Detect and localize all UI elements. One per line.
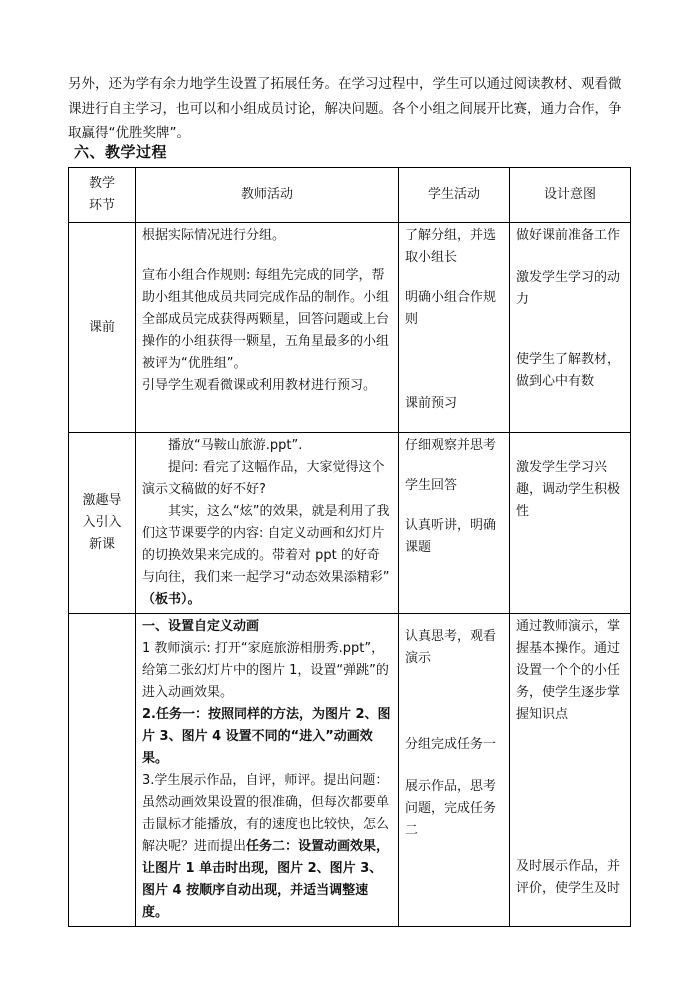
- phase-cell: 激趣导入引入新课: [69, 433, 136, 614]
- teacher-line: 根据实际情况进行分组。: [142, 228, 286, 243]
- header-design: 设计意图: [510, 168, 631, 223]
- design-line: 激发学生学习兴趣，调动学生积极性: [516, 460, 621, 519]
- teacher-task: 任务二：设置动画效果，让图片 1 单击时出现，图片 2、图片 3、图片 4 按顺序自动出现，并适当调整速度。: [142, 839, 390, 920]
- student-cell: [399, 223, 510, 433]
- teacher-line: [142, 770, 392, 924]
- header-student: 学生活动: [399, 168, 510, 223]
- section-heading: 六、教学过程: [74, 143, 168, 161]
- table-row: [69, 614, 631, 927]
- teacher-line: 1 教师演示: 打开“家庭旅游相册秀.ppt”，给第二张幻灯片中的图片 1，设置“弹跳”的进入动画效果。: [142, 641, 389, 700]
- design-cell: [510, 614, 631, 927]
- teacher-line: （板书）。: [142, 592, 201, 607]
- phase-cell: 课前: [69, 223, 136, 433]
- student-cell: [399, 433, 510, 614]
- table-row: [69, 223, 631, 433]
- teacher-line: 宣布小组合作规则: 每组先完成的同学，帮助小组其他成员共同完成作品的制作。小组全部成员完成获得两颗星，回答问题或上台操作的小组获得一颗星，五角星最多的小组被评为“优胜组”。: [142, 268, 390, 371]
- design-line: 通过教师演示，掌握基本操作。通过设置一个个的小任务，使学生逐步掌握知识点: [516, 619, 621, 722]
- design-cell: [510, 433, 631, 614]
- teacher-cell: [136, 614, 399, 927]
- phase-cell: [69, 614, 136, 927]
- student-line: 课前预习: [405, 396, 458, 411]
- design-line: 使学生了解教材，做到心中有数: [516, 352, 621, 389]
- teacher-text: 3.学生展示作品，自评，师评。提出问题：虽然动画效果设置的很准确，但每次都要单击鼠标才能播放，有的速度也比较快，怎么解决呢？进而提出: [142, 773, 390, 854]
- table-header-row: [69, 168, 631, 223]
- teacher-line: 引导学生观看微课或利用教材进行预习。: [142, 378, 377, 393]
- design-line: 激发学生学习的动力: [516, 270, 621, 307]
- student-line: 了解分组，并选取小组长: [405, 228, 497, 265]
- design-cell: [510, 223, 631, 433]
- design-line: 做好课前准备工作: [516, 228, 621, 243]
- intro-paragraph: 另外，还为学有余力地学生设置了拓展任务。在学习过程中，学生可以通过阅读教材、观看微课进行自主学习，也可以和小组成员讨论，解决问题。各个小组之间展开比赛，通力合作，争取赢得“优胜奖牌”。: [68, 76, 622, 141]
- teacher-line: 提问: 看完了这幅作品，大家觉得这个演示文稿做的好不好?: [142, 460, 385, 497]
- teacher-cell: [136, 433, 399, 614]
- teacher-line: 2.任务一：按照同样的方法，为图片 2、图片 3、图片 4 设置不同的“进入”动画效果。: [142, 707, 391, 766]
- student-line: 认真听讲，明确课题: [405, 518, 497, 555]
- student-line: 认真思考，观看演示: [405, 629, 497, 666]
- lesson-process-table: [68, 167, 631, 927]
- student-line: 学生回答: [405, 478, 458, 493]
- table-row: [69, 433, 631, 614]
- design-line: 及时展示作品，并评价，使学生及时: [516, 859, 621, 896]
- student-line: 分组完成任务一: [405, 737, 497, 752]
- header-phase: 教学环节: [69, 168, 136, 223]
- student-cell: [399, 614, 510, 927]
- student-line: 明确小组合作规则: [405, 290, 497, 327]
- student-line: 展示作品，思考问题，完成任务二: [405, 779, 497, 838]
- teacher-line: 其实，这么“炫”的效果，就是利用了我们这节课要学的内容: 自定义动画和幻灯片的切换效果来完成的。带着对 ppt 的好奇与向往，我们来一起学习“动态效果添精彩”: [142, 504, 390, 585]
- teacher-line: 播放“马鞍山旅游.ppt”.: [168, 438, 303, 453]
- student-line: 仔细观察并思考: [405, 438, 497, 453]
- teacher-cell: [136, 223, 399, 433]
- teacher-line: 一、设置自定义动画: [142, 619, 260, 634]
- header-teacher: 教师活动: [136, 168, 399, 223]
